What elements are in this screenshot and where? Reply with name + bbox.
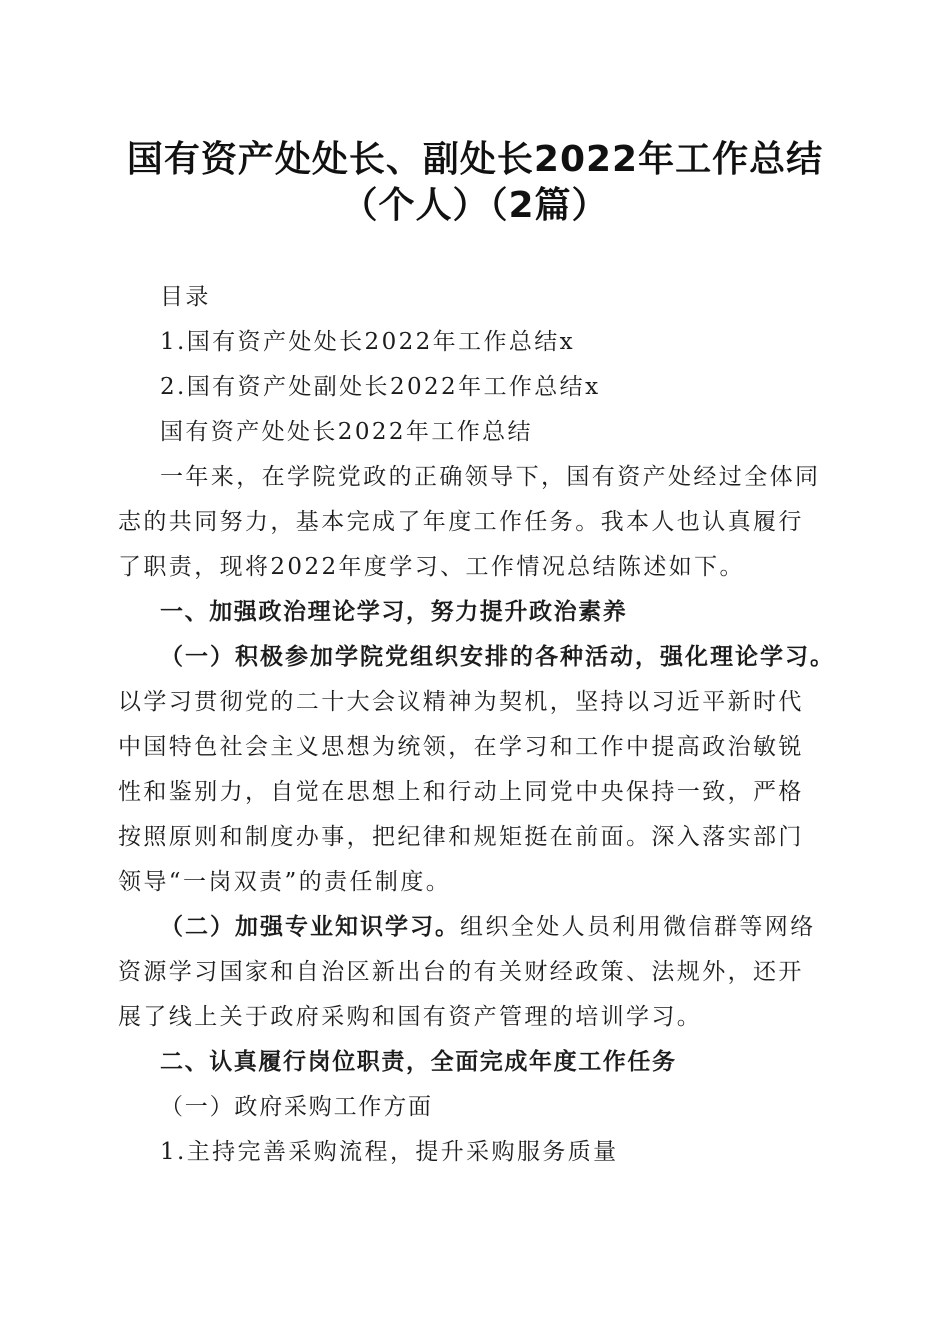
paragraph-line	[118, 642, 880, 672]
paragraph-text: 组织全处人员利用微信群等网络	[460, 914, 816, 940]
toc-item: 2.国有资产处副处长2022年工作总结x	[160, 374, 601, 400]
paragraph-lead: （二）加强专业知识学习。	[160, 914, 460, 940]
intro-line: 了职责，现将2022年度学习、工作情况总结陈述如下。	[118, 554, 745, 580]
document-title-line-1: 国有资产处处长、副处长2022年工作总结	[126, 139, 824, 180]
paragraph-line: 展了线上关于政府采购和国有资产管理的培训学习。	[118, 1004, 703, 1030]
paragraph-line: 资源学习国家和自治区新出台的有关财经政策、法规外，还开	[118, 959, 804, 985]
paragraph-lead: （一）积极参加学院党组织安排的各种活动，强化理论学习。	[160, 644, 835, 670]
paragraph-line: 性和鉴别力，自觉在思想上和行动上同党中央保持一致，严格	[118, 779, 804, 805]
document-title-line-2: （个人）（2篇）	[341, 185, 609, 226]
section-heading-1: 一、加强政治理论学习，努力提升政治素养	[160, 599, 628, 625]
paragraph-line: 中国特色社会主义思想为统领，在学习和工作中提高政治敏锐	[118, 734, 804, 760]
toc-item: 1.国有资产处处长2022年工作总结x	[160, 329, 576, 355]
paragraph-line: 领导“一岗双责”的责任制度。	[118, 869, 452, 895]
section-heading-2: 二、认真履行岗位职责，全面完成年度工作任务	[160, 1049, 677, 1075]
toc-heading: 目录	[160, 284, 211, 310]
paragraph-line: 以学习贯彻党的二十大会议精神为契机，坚持以习近平新时代	[118, 689, 804, 715]
subsection-heading: （一）政府采购工作方面	[160, 1094, 433, 1120]
intro-line: 一年来，在学院党政的正确领导下，国有资产处经过全体同	[160, 464, 821, 490]
numbered-item: 1.主持完善采购流程，提升采购服务质量	[160, 1139, 619, 1165]
intro-line: 志的共同努力，基本完成了年度工作任务。我本人也认真履行	[118, 509, 804, 535]
paragraph-line: 按照原则和制度办事，把纪律和规矩挺在前面。深入落实部门	[118, 824, 804, 850]
paragraph-line	[118, 912, 880, 942]
article-title: 国有资产处处长2022年工作总结	[160, 419, 533, 445]
